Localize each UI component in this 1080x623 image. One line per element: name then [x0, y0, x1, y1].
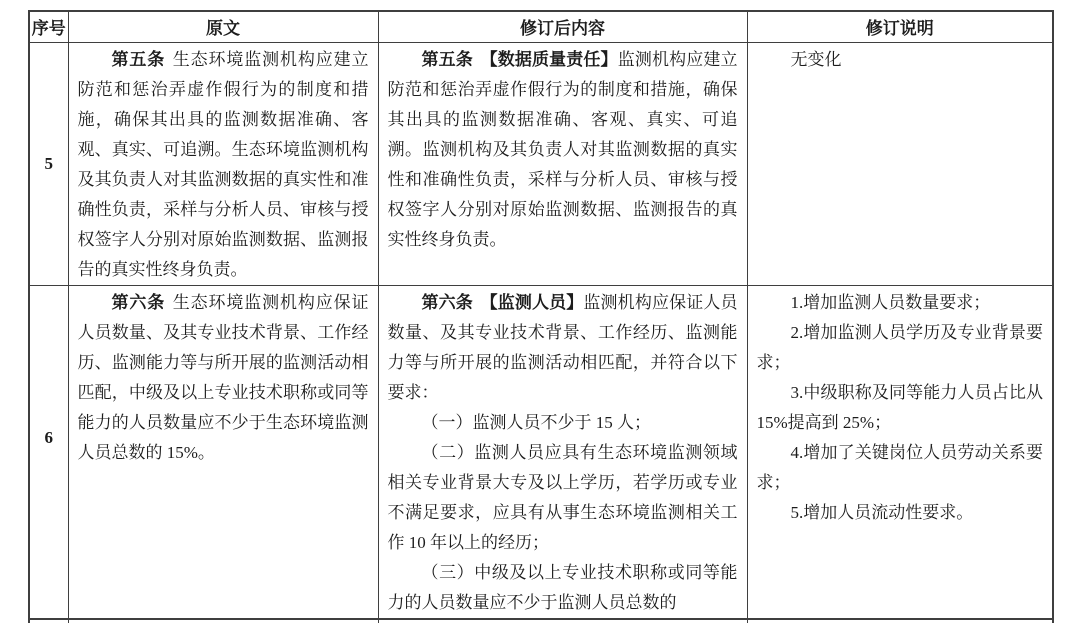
- table-row-article-6: [29, 285, 1053, 623]
- note-item: 4.增加了关键岗位人员劳动关系要求；: [756, 442, 1043, 492]
- article-number: 第五条: [111, 49, 166, 69]
- table-row-article-5: [29, 42, 1053, 285]
- note-item: 2.增加监测人员学历及专业背景要求；: [756, 322, 1043, 372]
- paragraph: [78, 288, 369, 468]
- original-text-cell: [68, 42, 378, 285]
- revision-notes-cell: [747, 42, 1053, 285]
- note-item: 5.增加人员流动性要求。: [790, 502, 974, 522]
- revised-text-cell: [378, 42, 747, 285]
- note-item: 1.增加监测人员数量要求；: [790, 292, 991, 312]
- revision-notes-cell: [747, 285, 1053, 623]
- column-header-original: 原文: [68, 11, 378, 42]
- paragraph: [78, 45, 369, 285]
- article-number: 第六条: [421, 292, 473, 312]
- revision-comparison-table: [28, 10, 1054, 623]
- column-header-revised: 修订后内容: [378, 11, 747, 42]
- article-number: 第五条: [421, 49, 473, 69]
- article-tag: 【数据质量责任】: [480, 49, 618, 69]
- table-body: [29, 42, 1053, 623]
- paragraph: [388, 288, 738, 408]
- table-header: [29, 11, 1053, 42]
- column-header-notes: 修订说明: [747, 11, 1053, 42]
- list-item-3: （三）中级及以上专业技术职称或同等能力的人员数量应不少于监测人员总数的: [387, 562, 738, 612]
- original-text-cell: [68, 285, 378, 623]
- paragraph: [388, 45, 738, 255]
- row-number-cell: 5: [29, 42, 68, 285]
- table-bottom-border: [28, 618, 1052, 620]
- article-number: 第六条: [111, 292, 166, 312]
- header-row: [29, 11, 1053, 42]
- revised-text-cell: [378, 285, 747, 623]
- paragraph-text: 监测机构应保证人员数量、及其专业技术背景、工作经历、监测能力等与所开展的监测活动相匹配，并符合以下要求：: [387, 292, 738, 402]
- column-header-index: 序号: [29, 11, 68, 42]
- paragraph-text: 监测机构应建立防范和惩治弄虚作假行为的制度和措施，确保其出具的监测数据准确、客观、真实、可追溯。监测机构及其负责人对其监测数据的真实性和准确性负责，采样与分析人员、审核与授权签字人分别对原始监测数据、监测报告的真实性终身负责。: [387, 49, 738, 249]
- row-number-cell: 6: [29, 285, 68, 623]
- paragraph-text: 生态环境监测机构应保证人员数量、及其专业技术背景、工作经历、监测能力等与所开展的监测活动相匹配，中级及以上专业技术职称或同等能力的人员数量应不少于生态环境监测人员总数的 15%。: [77, 292, 369, 462]
- list-item-1: （一）监测人员不少于 15 人；: [421, 412, 651, 432]
- note-item: 3.中级职称及同等能力人员占比从 15%提高到 25%；: [756, 382, 1043, 432]
- paragraph-text: 生态环境监测机构应建立防范和惩治弄虚作假行为的制度和措施，确保其出具的监测数据准确、客观、真实、可追溯。生态环境监测机构及其负责人对其监测数据的真实性和准确性负责，采样与分析人员、审核与授权签字人分别对原始监测数据、监测报告的真实性终身负责。: [77, 49, 369, 279]
- article-tag: 【监测人员】: [480, 292, 584, 312]
- note-item: 无变化: [790, 49, 842, 69]
- list-item-2: （二）监测人员应具有生态环境监测领域相关专业背景大专及以上学历，若学历或专业不满足要求，应具有从事生态环境监测相关工作 10 年以上的经历；: [387, 442, 738, 552]
